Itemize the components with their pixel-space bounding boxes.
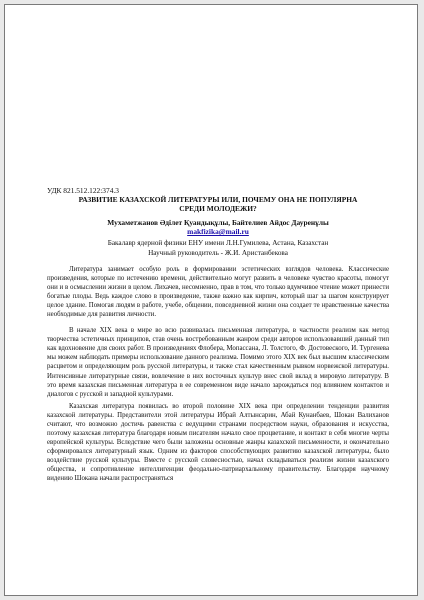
udk-code: УДК 821.512.122:374.3 [47, 186, 119, 195]
body-paragraph-3: Казахская литература появилась во второй половине XIX века при определении тенденции развития казахской литературы. Представители этой литературы Ибрай Алтынсарин, Абай Кунанбаев, Шокан Валиханов считают, что возможно достичь равенства с ведущими странами посредством науки, образования и искусства, поэтому казахская литература благодаря новым писателям начало свое процветание, и контакт в себя многие черты европейской культуры. Вследствие чего были заложены основные жанры казахской письменности, и окончательно сформировался литературный язык. Одним из факторов способствующих развитию казахской литературы, было воздействие русской культуры. Вместе с русской словесностью, начал складываться реализм жизни казахского общества, и сопротивление интеллигенции феодально-патриархальному правительству. Благодаря научному видению Шокана начали распространяться [47, 402, 389, 483]
author-email-line [47, 227, 389, 236]
spacer [47, 319, 389, 326]
article-body [47, 186, 389, 483]
article-title-line-2: СРЕДИ МОЛОДЕЖИ? [179, 204, 257, 213]
body-paragraph-2: В начале XIX века в мире во всю развивалась письменная литература, в частности реализм как метод творчества эстетичных принципов, став очень востребованным жанром среди авторов использовавший данный тип как вдохновение для своих работ. В произведениях Флобера, Мопассана, Л. Толстого, Ф. Достовеского, И. Тургенева мы можем наблюдать примеры использование данного реализма. Помимо этого XIX век был высшим классическим расцветом и определяющим роль русской литературы, и также стал качественным рывком норвежской литературы. Интенсивные литературные связи, вовлечение в них восточных культур внес свой вклад в мировую литературу. В это время казахская письменная литература в ее современном виде начало зарождаться под влиянием контактов и диалогов с русской и западной культурами. [47, 327, 389, 398]
spacer [47, 258, 389, 265]
scientific-advisor: Научный руководитель - Ж.И. Аристанбекова [148, 248, 288, 257]
author-affiliation: Бакалавр ядерной физики ЕНУ имени Л.Н.Гумилева, Астана, Казахстан [107, 239, 329, 247]
document-page [4, 4, 418, 596]
body-paragraph-1: Литература занимает особую роль в формировании эстетических взглядов человека. Классические произведения, которые по истечению времени, действительно могут развить в человеке чувство красоты, помогут они и в осмыслении жизни в целом. Лихачев, несомненно, прав в том, что только вдумчивое чтение может принести богатые плоды. Ведь каждое слово в произведение, также важно как кирпич, который шаг за шагом конструирует целое здание. Помогая людям в работе, учебе, общении, повседневной жизни она создает те нравственные качества необходимые для развития личности. [47, 266, 389, 319]
article-title-line-1: РАЗВИТИЕ КАЗАХСКОЙ ЛИТЕРАТУРЫ ИЛИ, ПОЧЕМУ ОНА НЕ ПОПУЛЯРНА [78, 195, 358, 204]
author-email-link[interactable]: makfizika@mail.ru [187, 227, 249, 236]
article-authors: Мухаметжанов Әділет Қуандықұлы, Байтелиев Айдос Дауренұлы [107, 218, 329, 227]
